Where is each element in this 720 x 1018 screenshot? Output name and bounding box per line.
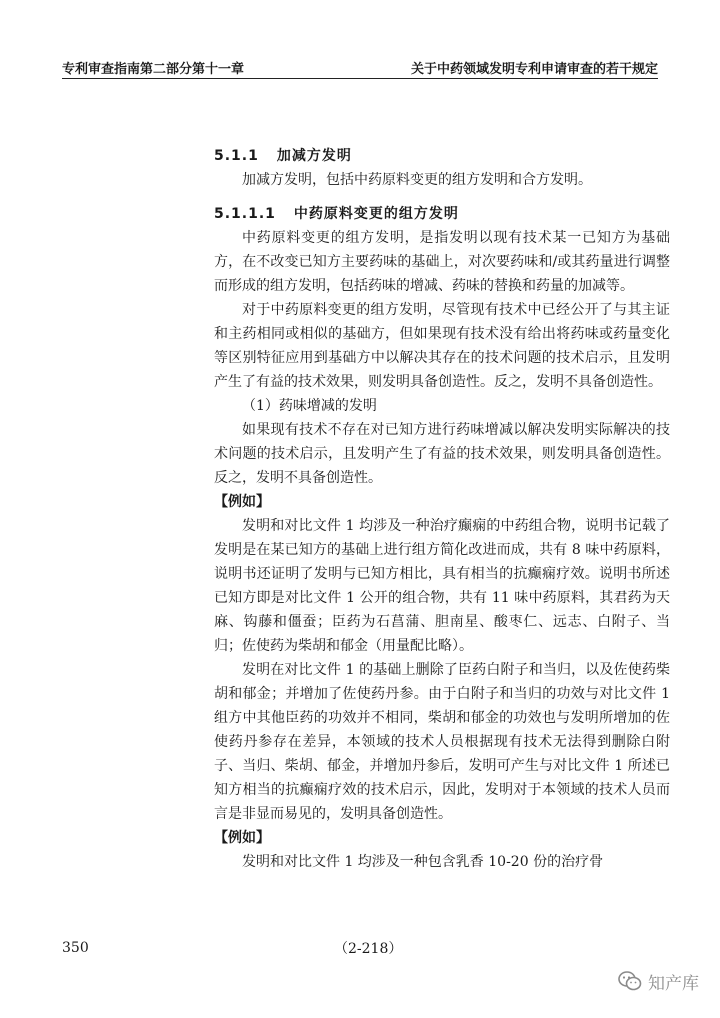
header-chapter-title: 专利审查指南第二部分第十一章	[62, 62, 245, 77]
wechat-icon	[618, 970, 642, 992]
running-header	[62, 56, 658, 79]
watermark-text: 知产库	[648, 973, 699, 994]
page-code: （2-218）	[334, 941, 403, 957]
paragraph-drug-change-rule: 如果现有技术不存在对已知方进行药味增减以解决发明实际解决的技术问题的技术启示，且发明产生了有益的技术效果，则发明具备创造性。反之，发明不具备创造性。	[214, 422, 670, 486]
subheading-drug-change: （1）药味增减的发明	[242, 398, 377, 414]
header-section-title: 关于中药领域发明专利申请审查的若干规定	[410, 62, 658, 77]
paragraph-inventiveness: 对于中药原料变更的组方发明，尽管现有技术中已经公开了与其主证和主药相同或相似的基础方，但如果现有技术没有给出将药味或药量变化等区别特征应用到基础方中以解决其存在的技术问题的技术启示，且发明产生了有益的技术效果，则发明具备创造性。反之，发明不具备创造性。	[214, 302, 670, 390]
paragraph-example-1-analysis: 发明在对比文件 1 的基础上删除了臣药白附子和当归，以及佐使药柴胡和郁金；并增加了佐使药丹参。由于白附子和当归的功效与对比文件 1 组方中其他臣药的功效并不相同，柴胡和郁金的功效也与发明所增加的佐使药丹参存在差异，本领域的技术人员根据现有技术无法得到删除白附子、当归、柴胡、郁金，并增加丹参后，发明可产生与对比文件 1 所述已知方相当的抗癫痫疗效的技术启示，因此，发明对于本领域的技术人员而言是非显而易见的，发明具备创造性。	[214, 662, 670, 822]
paragraph-definition: 中药原料变更的组方发明，是指发明以现有技术某一已知方为基础方，在不改变已知方主要药味的基础上，对次要药味和/或其药量进行调整而形成的组方发明，包括药味的增减、药味的替换和药量的加减等。	[214, 230, 670, 294]
heading-5-1-1-1: 5.1.1.1 中药原料变更的组方发明	[214, 206, 459, 222]
page-number: 350	[62, 940, 89, 956]
paragraph-example-1: 发明和对比文件 1 均涉及一种治疗癫痫的中药组合物，说明书记载了发明是在某已知方的基础上进行组方简化改进而成，共有 8 味中药原料，说明书还证明了发明与已知方相比，具有相当的抗癫痫疗效。说明书所述已知方即是对比文件 1 公开的组合物，共有 11 味中药原料，其君药为天麻、钩藤和僵蚕；臣药为石菖蒲、胆南星、酸枣仁、远志、白附子、当归；佐使药为柴胡和郁金（用量配比略）。	[214, 518, 670, 654]
document-body	[214, 144, 670, 874]
paragraph-example-2: 发明和对比文件 1 均涉及一种包含乳香 10-20 份的治疗骨	[242, 854, 604, 870]
paragraph-intro: 加减方发明，包括中药原料变更的组方发明和合方发明。	[242, 172, 592, 188]
watermark	[618, 968, 699, 994]
example-label-1: 【例如】	[214, 494, 270, 510]
example-label-2: 【例如】	[214, 830, 270, 846]
heading-5-1-1: 5.1.1 加减方发明	[214, 148, 352, 164]
